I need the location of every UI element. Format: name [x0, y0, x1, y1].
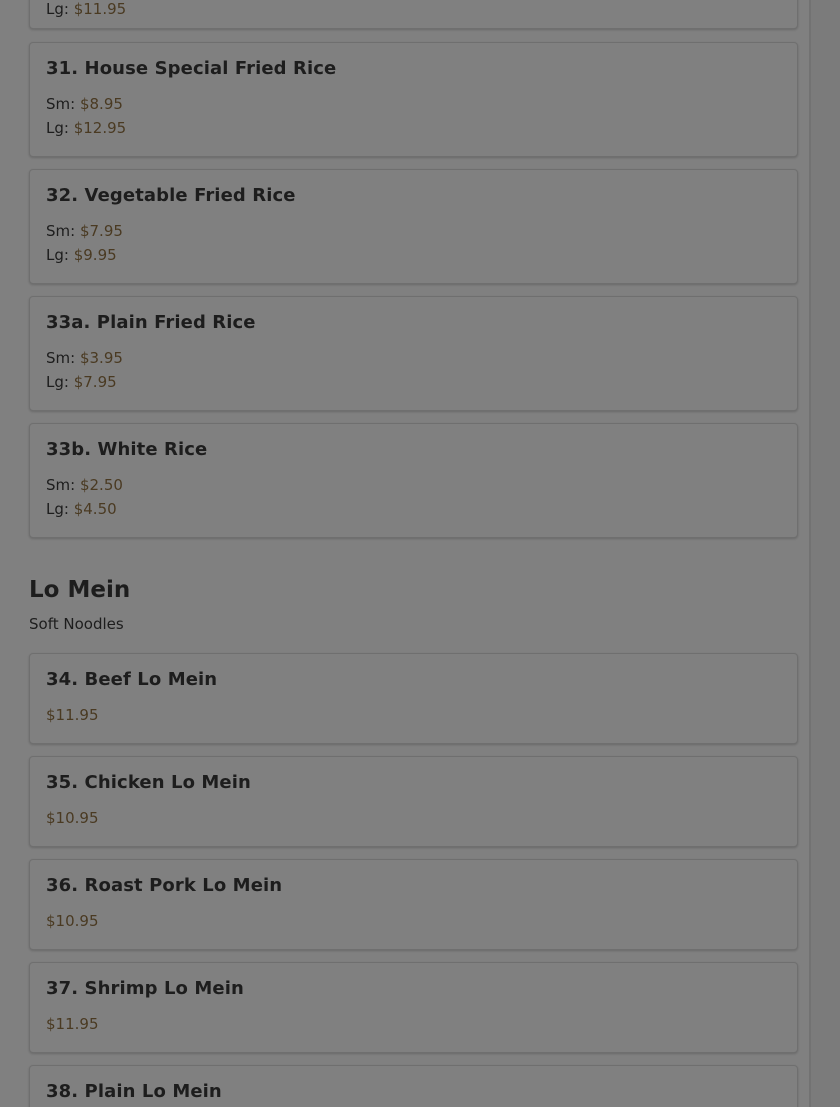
price-value: $3.95 [79, 349, 123, 367]
item-name: 38. Plain Lo Mein [46, 1081, 222, 1102]
size-label: Sm: [46, 222, 76, 240]
section-subtitle: Soft Noodles [29, 615, 124, 633]
item-price: $10.95 [46, 912, 99, 930]
price-large [46, 246, 117, 264]
item-name: 32. Vegetable Fried Rice [46, 185, 296, 206]
price-small [46, 349, 123, 367]
menu-item-card[interactable] [29, 1065, 798, 1107]
menu-item-card[interactable] [29, 42, 798, 157]
menu-item-card[interactable] [29, 859, 798, 950]
item-name: 37. Shrimp Lo Mein [46, 978, 244, 999]
menu-item-card[interactable] [29, 296, 798, 411]
price-small [46, 222, 123, 240]
price-large [46, 119, 126, 137]
price-value: $12.95 [73, 119, 127, 137]
menu-item-card[interactable] [29, 169, 798, 284]
price-small [46, 476, 123, 494]
size-label: Lg: [46, 500, 69, 518]
price-value: $8.95 [79, 95, 123, 113]
menu-item-card[interactable] [29, 756, 798, 847]
price-small [46, 95, 123, 113]
section-title: Lo Mein [29, 577, 131, 603]
item-price: $10.95 [46, 809, 99, 827]
price-value: $11.95 [73, 0, 127, 18]
menu-item-card[interactable] [29, 423, 798, 538]
price-value: $4.50 [73, 500, 117, 518]
item-name: 33b. White Rice [46, 439, 208, 460]
size-label: Sm: [46, 476, 76, 494]
size-label: Lg: [46, 119, 69, 137]
price-value: $9.95 [73, 246, 117, 264]
size-label: Sm: [46, 95, 76, 113]
price-value: $2.50 [79, 476, 123, 494]
price-value: $7.95 [73, 373, 117, 391]
size-label: Lg: [46, 373, 69, 391]
item-name: 35. Chicken Lo Mein [46, 772, 251, 793]
item-name: 31. House Special Fried Rice [46, 58, 337, 79]
price-large [46, 373, 117, 391]
price-large [46, 0, 126, 18]
price-value: $7.95 [79, 222, 123, 240]
item-name: 33a. Plain Fried Rice [46, 312, 256, 333]
menu-item-card-partial[interactable] [29, 0, 798, 29]
item-price: $11.95 [46, 706, 99, 724]
price-large [46, 500, 117, 518]
scrollbar[interactable] [809, 0, 840, 1107]
size-label: Lg: [46, 0, 69, 18]
size-label: Lg: [46, 246, 69, 264]
item-price: $11.95 [46, 1015, 99, 1033]
item-name: 34. Beef Lo Mein [46, 669, 218, 690]
menu-item-card[interactable] [29, 962, 798, 1053]
menu-item-card[interactable] [29, 653, 798, 744]
size-label: Sm: [46, 349, 76, 367]
item-name: 36. Roast Pork Lo Mein [46, 875, 283, 896]
